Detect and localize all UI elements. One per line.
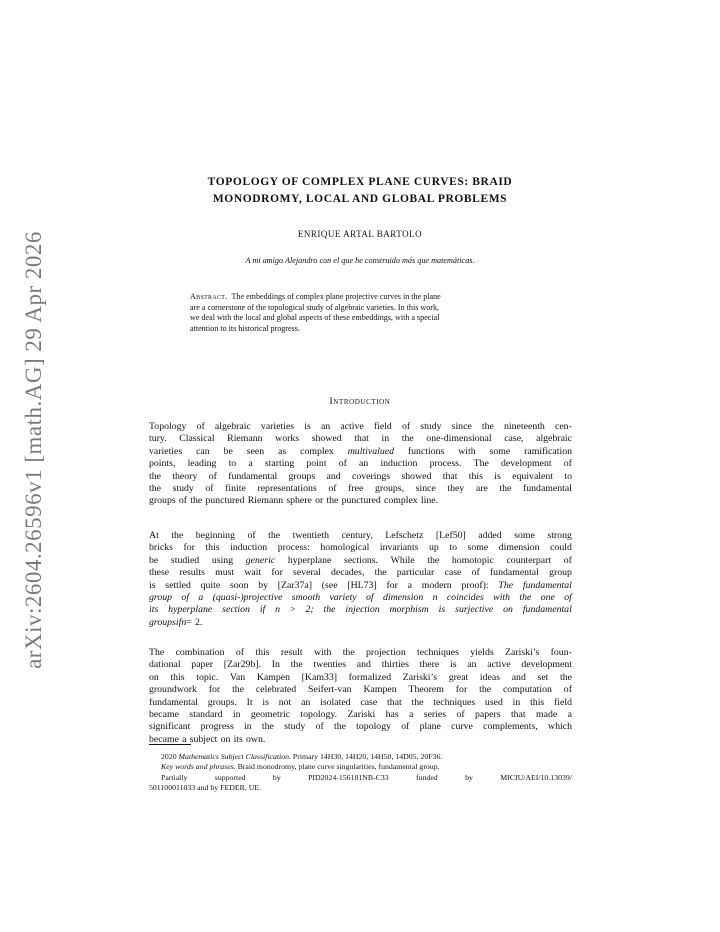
text-line: significant progress in the study of the topology of plane curve complements, which	[149, 721, 572, 733]
footnote-keywords: Key words and phrases. Braid monodromy, plane curve singularities, fundamental group.	[161, 762, 440, 772]
paragraph-1	[149, 421, 572, 508]
abstract-line-1: The embeddings of complex plane projective curves in the plane	[231, 292, 441, 301]
text-line: groups if n = 2.	[149, 616, 203, 628]
dedication: A mi amigo Alejandro con el que he construido más que matemáticas.	[245, 256, 475, 265]
footnote-msc: 2020 Mathematics Subject Classification. Primary 14H30, 14H20, 14H50, 14D05, 20F36.	[161, 752, 443, 761]
text-line: groups of the punctured Riemann sphere or the punctured complex line.	[149, 495, 439, 507]
abstract-label: Abstract.	[190, 292, 228, 301]
text-line: be studied using generic hyperplane sections. While the homotopic counterpart of	[149, 554, 572, 566]
abstract-line-3: we deal with the local and global aspects of these embeddings, with a special	[190, 313, 440, 323]
text-line: groundwork for the celebrated Seifert-van Kampen Theorem for the computation of	[149, 684, 572, 696]
text-line: the study of finite representations of free groups, since they are the fundamental	[149, 483, 572, 495]
abstract-line-4: attention to its historical progress.	[190, 323, 300, 333]
text-line: varieties can be seen as complex multivalued functions with some ramification	[149, 445, 572, 457]
footnote-support-cont: 501100011033 and by FEDER, UE.	[149, 782, 262, 792]
abstract	[190, 292, 532, 334]
text-line: on this topic. Van Kampen [Kam33] formalized Zariski’s great ideas and set the	[149, 671, 572, 683]
text-line: became a subject on its own.	[149, 733, 266, 745]
footnote-rule	[149, 744, 191, 745]
text-line: became standard in geometric topology. Zariski has a series of papers that made a	[149, 709, 572, 721]
paragraph-2	[149, 530, 572, 629]
text-line: group of a (quasi-)projective smooth variety of dimension n coincides with the one of	[149, 592, 572, 604]
text-line: points, leading to a starting point of an induction process. The development of	[149, 458, 572, 470]
title-line-1: TOPOLOGY OF COMPLEX PLANE CURVES: BRAID	[207, 176, 513, 188]
text-line: The combination of this result with the projection techniques yields Zariski’s foun-	[149, 647, 572, 658]
arxiv-sidebar	[14, 231, 54, 669]
text-line: dational paper [Zar29b]. In the twenties and thirties there is an active development	[149, 659, 572, 671]
footnotes	[149, 752, 572, 793]
abstract-line-2: are a cornerstone of the topological study of algebraic varieties. In this work,	[190, 302, 440, 312]
text-line: its hyperplane section if n > 2; the injection morphism is surjective on fundamental	[149, 604, 572, 616]
arxiv-identifier: arXiv:2604.26596v1 [math.AG] 29 Apr 2026	[21, 231, 46, 669]
text-line: fundamental groups. It is not an isolated case that the techniques used in this field	[149, 696, 572, 708]
text-line: At the beginning of the twentieth century, Lefschetz [Lef50] added some strong	[149, 530, 572, 541]
text-line: bricks for this induction process: homological invariants up to some dimension could	[149, 542, 572, 554]
text-line: the theory of fundamental groups and coverings showed that this is equivalent to	[149, 470, 572, 482]
text-line: tury. Classical Riemann works showed that in the one-dimensional case, algebraic	[149, 433, 572, 445]
footnote-support: Partially supported by PID2024-156181NB-C33 funded by MICIU/AEI/10.13039/	[161, 772, 572, 782]
text-line: is settled quite soon by [Zar37a] (see [HL73] for a modern proof): The fundamental	[149, 579, 572, 591]
section-heading: Introduction	[329, 396, 391, 407]
paper-title	[150, 174, 570, 208]
paragraph-3	[149, 647, 572, 746]
text-line: Topology of algebraic varieties is an active field of study since the nineteenth cen-	[149, 421, 572, 432]
text-line: these results must wait for several decades, the particular case of fundamental group	[149, 567, 572, 579]
author-name: ENRIQUE ARTAL BARTOLO	[297, 229, 423, 239]
title-line-2: MONODROMY, LOCAL AND GLOBAL PROBLEMS	[212, 193, 508, 205]
